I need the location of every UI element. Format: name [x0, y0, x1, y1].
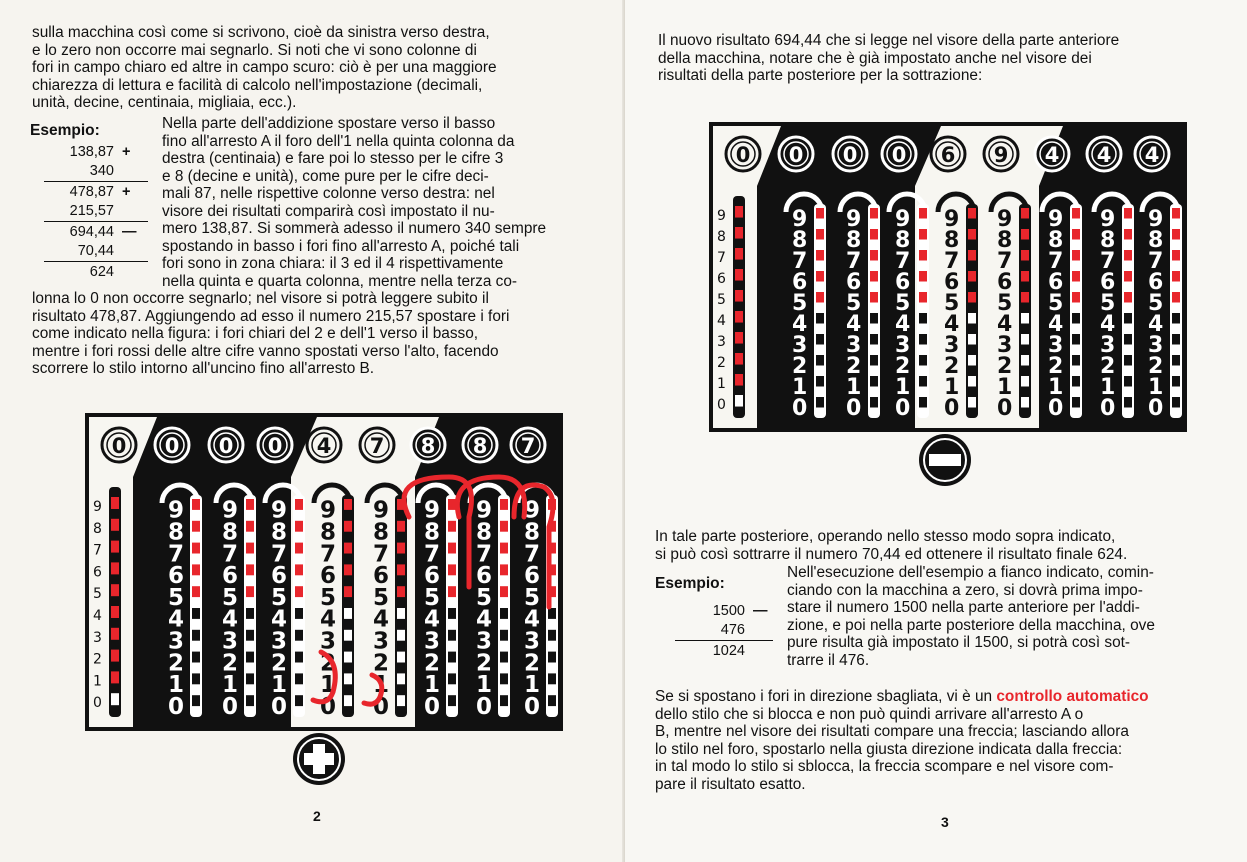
column-digit: 5	[1048, 290, 1064, 316]
column-digit: 9	[373, 497, 390, 524]
column-digit: 1	[424, 672, 441, 699]
minus-sign-icon	[919, 434, 971, 486]
column-digit: 0	[895, 395, 911, 421]
calc-value: 476	[720, 621, 745, 638]
calc-row	[675, 621, 773, 640]
column-digit: 1	[944, 374, 960, 400]
intro-line: risultati della parte posteriore per la sottrazione:	[658, 67, 983, 84]
column-digit: 1	[476, 672, 493, 699]
example-line: ciando con la macchina a zero, si dovrà prima impo-	[787, 581, 1143, 599]
scale-digit: 7	[717, 250, 726, 266]
intro-line: Il nuovo risultato 694,44 che si legge nel visore della parte anteriore	[658, 32, 1120, 49]
example-line: Nell'esecuzione dell'esempio a fianco indicato, comin-	[787, 564, 1154, 581]
scale-digit: 1	[717, 376, 726, 392]
example-line: pure risulta già impostato il 1500, si potrà così sot-	[787, 634, 1131, 651]
column-digit: 4	[1100, 311, 1116, 337]
display-digit: 0	[788, 143, 804, 167]
instruction-paragraph-continued	[32, 290, 617, 378]
column-digit: 9	[524, 497, 541, 524]
calc-value: 1500	[712, 603, 745, 619]
right-page	[625, 0, 1247, 862]
example-label: Esempio:	[30, 122, 100, 139]
column-digit: 7	[222, 541, 239, 568]
display-digit: 4	[1096, 143, 1112, 167]
column-digit: 4	[222, 606, 239, 633]
intro-line: sulla macchina così come si scrivono, cioè da sinistra verso destra,	[32, 24, 490, 41]
calc-rule	[675, 640, 773, 641]
instruction-paragraph	[162, 115, 617, 290]
column-digit: 6	[895, 269, 911, 295]
column-digit: 0	[476, 693, 493, 720]
addition-calculation	[44, 143, 148, 282]
calc-row	[44, 242, 148, 261]
column-digit: 9	[846, 206, 862, 232]
instruction-line: lonna lo 0 non occorre segnarlo; nel visore si potrà leggere subito il	[32, 290, 489, 307]
scale-digit: 1	[93, 673, 102, 690]
column-digit: 3	[944, 332, 960, 358]
column-digit: 2	[476, 650, 493, 677]
column-digit: 4	[1048, 311, 1064, 337]
intro-paragraph	[658, 32, 1241, 85]
column-digit: 2	[373, 650, 390, 677]
column-digit: 9	[944, 206, 960, 232]
column-digit: 2	[424, 650, 441, 677]
column-digit: 8	[1100, 227, 1116, 253]
column-digit: 0	[792, 395, 808, 421]
highlight-automatic-control: controllo automatico	[996, 688, 1149, 705]
display-digit: 6	[940, 143, 956, 167]
calc-rule	[44, 221, 148, 222]
adding-machine-dial-back	[709, 122, 1187, 432]
calc-row	[44, 223, 148, 242]
column-digit: 6	[168, 563, 185, 590]
column-digit: 8	[320, 519, 337, 546]
display-digit: 4	[316, 434, 332, 458]
column-digit: 5	[944, 290, 960, 316]
column-digit: 4	[271, 606, 288, 633]
column-digit: 4	[997, 311, 1013, 337]
column-digit: 8	[271, 519, 288, 546]
display-digit: 0	[267, 434, 283, 458]
column-digit: 3	[373, 628, 390, 655]
column-digit: 7	[424, 541, 441, 568]
display-digit: 0	[164, 434, 180, 458]
instruction-line: come indicato nella figura: i fori chiari del 2 e dell'1 verso il basso,	[32, 325, 479, 342]
subtraction-calculation	[675, 602, 773, 661]
calc-value: 340	[89, 162, 114, 179]
scale-digit: 0	[93, 695, 102, 712]
intro-line: chiarezza di lettura e facilità di calcolo nell'impostazione (decimali,	[32, 76, 483, 94]
column-digit: 8	[895, 227, 911, 253]
column-digit: 8	[524, 519, 541, 546]
column-digit: 0	[1100, 395, 1116, 421]
column-digit: 2	[944, 353, 960, 379]
column-digit: 0	[424, 693, 441, 720]
display-digit: 7	[520, 434, 536, 458]
calc-value: 694,44	[69, 224, 114, 240]
column-digit: 9	[320, 497, 337, 524]
calc-value: 1024	[712, 643, 745, 659]
display-digit: 0	[218, 434, 234, 458]
paragraph-line: pare il risultato esatto.	[655, 775, 806, 793]
display-digit: 8	[420, 434, 436, 458]
automatic-control-paragraph	[655, 688, 1241, 793]
scale-digit: 4	[93, 608, 102, 624]
calc-operator: —	[122, 224, 137, 240]
column-digit: 5	[895, 290, 911, 316]
column-digit: 5	[997, 290, 1013, 316]
paragraph-line: B, mentre nel visore dei risultati compare una freccia; lasciando allora	[655, 723, 1129, 740]
column-digit: 5	[373, 584, 390, 611]
column-digit: 5	[846, 290, 862, 316]
column-digit: 8	[944, 227, 960, 253]
column-digit: 6	[476, 563, 493, 590]
column-digit: 2	[1048, 353, 1064, 379]
scale-digit: 5	[93, 586, 102, 603]
scale-digit: 6	[93, 564, 102, 581]
paragraph-text: Se si spostano i fori in direzione sbagliata, vi è un	[655, 688, 997, 705]
instruction-line: mali 87, nelle rispettive colonne verso destra: nel	[162, 185, 495, 202]
column-digit: 0	[944, 395, 960, 421]
column-digit: 3	[222, 628, 239, 655]
column-digit: 6	[944, 269, 960, 295]
intro-line: e lo zero non occorre mai segnarlo. Si noti che vi sono colonne di	[32, 41, 477, 59]
example-paragraph	[787, 564, 1241, 669]
column-digit: 3	[271, 628, 288, 655]
column-digit: 1	[524, 672, 541, 699]
column-digit: 2	[997, 353, 1013, 379]
column-digit: 7	[168, 541, 185, 568]
column-digit: 7	[373, 541, 390, 568]
calc-operator: +	[122, 184, 131, 200]
column-digit: 6	[222, 563, 239, 590]
column-digit: 2	[524, 650, 541, 677]
column-digit: 4	[320, 606, 337, 633]
scale-digit: 2	[93, 651, 102, 668]
calc-operator: +	[122, 144, 131, 160]
column-digit: 1	[222, 672, 239, 699]
column-digit: 3	[792, 332, 808, 358]
scale-digit: 0	[717, 397, 726, 413]
column-digit: 1	[320, 672, 337, 699]
column-digit: 6	[524, 563, 541, 590]
column-digit: 3	[168, 628, 185, 655]
column-digit: 3	[424, 628, 441, 655]
column-digit: 2	[1100, 353, 1116, 379]
column-digit: 3	[320, 628, 337, 655]
column-digit: 2	[846, 353, 862, 379]
column-digit: 0	[997, 395, 1013, 421]
column-digit: 3	[1148, 332, 1164, 358]
column-digit: 1	[792, 374, 808, 400]
column-digit: 3	[846, 332, 862, 358]
column-digit: 5	[524, 584, 541, 611]
column-digit: 4	[524, 606, 541, 633]
column-digit: 8	[373, 519, 390, 546]
display-digit: 9	[993, 143, 1009, 167]
column-digit: 6	[373, 563, 390, 590]
column-digit: 5	[1100, 290, 1116, 316]
column-digit: 4	[1148, 311, 1164, 337]
column-digit: 0	[846, 395, 862, 421]
column-digit: 6	[846, 269, 862, 295]
dial-illustration	[713, 126, 1183, 428]
column-digit: 1	[895, 374, 911, 400]
column-digit: 5	[792, 290, 808, 316]
subtraction-line: In tale parte posteriore, operando nello stesso modo sopra indicato,	[655, 528, 1116, 545]
column-digit: 0	[222, 693, 239, 720]
paragraph-line: dello stilo che si blocca e non può quindi arrivare all'arresto A o	[655, 705, 1084, 723]
column-digit: 9	[1148, 206, 1164, 232]
column-digit: 8	[168, 519, 185, 546]
column-digit: 8	[476, 519, 493, 546]
scale-digit: 3	[93, 629, 102, 646]
scale-digit: 8	[717, 229, 726, 245]
column-digit: 5	[271, 584, 288, 611]
calc-value: 70,44	[77, 242, 114, 259]
column-digit: 9	[271, 497, 288, 524]
example-line: trarre il 476.	[787, 651, 870, 669]
calc-value: 624	[89, 264, 114, 280]
column-digit: 4	[792, 311, 808, 337]
display-digit: 8	[472, 434, 488, 458]
display-digit: 4	[1144, 143, 1160, 167]
scale-digit: 3	[717, 334, 726, 350]
column-digit: 7	[1048, 248, 1064, 274]
subtraction-line: si può così sottrarre il numero 70,44 ed ottenere il risultato finale 624.	[655, 545, 1128, 563]
instruction-line: fori sono in zona chiara: il 3 ed il 4 rispettivamente	[162, 255, 504, 272]
column-digit: 8	[792, 227, 808, 253]
column-digit: 0	[168, 693, 185, 720]
column-digit: 6	[424, 563, 441, 590]
column-digit: 4	[373, 606, 390, 633]
column-digit: 5	[476, 584, 493, 611]
instruction-line: Nella parte dell'addizione spostare verso il basso	[162, 115, 496, 132]
column-digit: 5	[168, 584, 185, 611]
column-digit: 5	[222, 584, 239, 611]
column-digit: 4	[944, 311, 960, 337]
column-digit: 3	[524, 628, 541, 655]
column-digit: 9	[1048, 206, 1064, 232]
scale-digit: 9	[717, 208, 726, 224]
instruction-line: spostando in basso i fori fino all'arresto A, poiché tali	[162, 237, 520, 255]
display-digit: 0	[842, 143, 858, 167]
intro-paragraph	[32, 24, 617, 112]
column-digit: 3	[1048, 332, 1064, 358]
column-digit: 9	[424, 497, 441, 524]
column-digit: 0	[373, 693, 390, 720]
column-digit: 5	[1148, 290, 1164, 316]
column-digit: 0	[271, 693, 288, 720]
column-digit: 6	[320, 563, 337, 590]
calc-row	[44, 162, 148, 181]
column-digit: 4	[424, 606, 441, 633]
calc-row	[675, 602, 773, 621]
calc-row	[44, 202, 148, 221]
calc-row	[44, 263, 148, 282]
column-digit: 6	[997, 269, 1013, 295]
column-digit: 9	[997, 206, 1013, 232]
display-digit: 7	[369, 434, 385, 458]
calc-value: 138,87	[69, 144, 114, 160]
column-digit: 7	[792, 248, 808, 274]
column-digit: 2	[271, 650, 288, 677]
instruction-line: fino all'arresto A il foro dell'1 nella quinta colonna da	[162, 132, 515, 150]
column-digit: 4	[846, 311, 862, 337]
paragraph-line: lo stilo nel foro, spostarlo nella giusta direzione indicata dalla freccia:	[655, 740, 1123, 758]
instruction-line: nella quinta e quarta colonna, mentre nella terza co-	[162, 272, 518, 290]
scale-digit: 2	[717, 355, 726, 371]
page-number: 3	[941, 814, 949, 830]
dial-illustration	[89, 417, 559, 727]
column-digit: 8	[222, 519, 239, 546]
column-digit: 6	[1048, 269, 1064, 295]
column-digit: 9	[792, 206, 808, 232]
calc-row	[44, 143, 148, 162]
column-digit: 0	[320, 693, 337, 720]
instruction-line: mero 138,87. Si sommerà adesso il numero 340 sempre	[162, 220, 547, 237]
column-digit: 2	[1148, 353, 1164, 379]
calc-operator: —	[753, 603, 768, 619]
column-digit: 6	[271, 563, 288, 590]
column-digit: 9	[222, 497, 239, 524]
scale-digit: 6	[717, 271, 726, 287]
column-digit: 7	[944, 248, 960, 274]
column-digit: 8	[424, 519, 441, 546]
calc-row	[44, 183, 148, 202]
column-digit: 4	[476, 606, 493, 633]
column-digit: 1	[1148, 374, 1164, 400]
column-digit: 7	[271, 541, 288, 568]
column-digit: 7	[895, 248, 911, 274]
example-label: Esempio:	[655, 575, 725, 592]
column-digit: 0	[1048, 395, 1064, 421]
intro-line: unità, decine, centinaia, migliaia, ecc.).	[32, 94, 297, 111]
column-digit: 6	[792, 269, 808, 295]
column-digit: 8	[846, 227, 862, 253]
instruction-line: mentre i fori rossi delle altre cifre vanno spostati verso l'alto, facendo	[32, 342, 499, 360]
scale-digit: 8	[93, 520, 102, 537]
column-digit: 7	[476, 541, 493, 568]
column-digit: 7	[524, 541, 541, 568]
column-digit: 7	[1100, 248, 1116, 274]
column-digit: 2	[320, 650, 337, 677]
display-digit: 4	[1044, 143, 1060, 167]
column-digit: 1	[373, 672, 390, 699]
scale-digit: 7	[93, 542, 102, 559]
column-digit: 0	[1148, 395, 1164, 421]
calc-value: 478,87	[69, 184, 114, 200]
column-digit: 8	[1048, 227, 1064, 253]
column-digit: 1	[997, 374, 1013, 400]
column-digit: 1	[846, 374, 862, 400]
instruction-line: e 8 (decine e unità), come pure per le cifre deci-	[162, 167, 489, 185]
instruction-line: risultato 478,87. Aggiungendo ad esso il numero 215,57 spostare i fori	[32, 307, 510, 325]
instruction-line: scorrere lo stilo intorno all'uncino fino all'arresto B.	[32, 360, 375, 377]
instruction-line: visore dei risultati comparirà così impostato il nu-	[162, 202, 495, 220]
paragraph-line: in tal modo lo stilo si sblocca, la freccia scompare e nel visore com-	[655, 758, 1114, 775]
intro-line: della macchina, notare che è già impostato anche nel visore dei	[658, 49, 1092, 67]
display-digit: 0	[735, 143, 751, 167]
column-digit: 1	[168, 672, 185, 699]
column-digit: 2	[168, 650, 185, 677]
column-digit: 9	[1100, 206, 1116, 232]
example-line: stare il numero 1500 nella parte anteriore per l'addi-	[787, 599, 1140, 616]
scale-digit: 5	[717, 292, 726, 308]
column-digit: 4	[895, 311, 911, 337]
scale-digit: 9	[93, 499, 102, 515]
instruction-line: destra (centinaia) e fare poi lo stesso per le cifre 3	[162, 150, 504, 167]
column-digit: 6	[1100, 269, 1116, 295]
column-digit: 2	[222, 650, 239, 677]
column-digit: 9	[895, 206, 911, 232]
column-digit: 7	[320, 541, 337, 568]
scale-digit: 4	[717, 313, 726, 329]
adding-machine-dial-front	[85, 413, 563, 731]
calc-rule	[44, 181, 148, 182]
calc-row	[675, 642, 773, 661]
column-digit: 9	[168, 497, 185, 524]
display-digit: 0	[891, 143, 907, 167]
column-digit: 4	[168, 606, 185, 633]
intro-line: fori in campo chiaro ed altre in campo scuro: ciò è per una maggiore	[32, 59, 497, 76]
example-line: zione, e poi nella parte posteriore della macchina, ove	[787, 616, 1155, 634]
column-digit: 3	[895, 332, 911, 358]
column-digit: 1	[1100, 374, 1116, 400]
subtraction-paragraph	[655, 528, 1241, 563]
calc-rule	[44, 261, 148, 262]
column-digit: 5	[424, 584, 441, 611]
plus-sign-icon	[293, 733, 345, 785]
column-digit: 1	[271, 672, 288, 699]
column-digit: 7	[1148, 248, 1164, 274]
column-digit: 0	[524, 693, 541, 720]
column-digit: 6	[1148, 269, 1164, 295]
column-digit: 5	[320, 584, 337, 611]
calc-value: 215,57	[69, 202, 114, 219]
column-digit: 7	[846, 248, 862, 274]
column-digit: 3	[1100, 332, 1116, 358]
column-digit: 7	[997, 248, 1013, 274]
page-number: 2	[313, 808, 321, 824]
column-digit: 1	[1048, 374, 1064, 400]
display-digit: 0	[111, 434, 127, 458]
column-digit: 8	[997, 227, 1013, 253]
column-digit: 3	[476, 628, 493, 655]
column-digit: 9	[476, 497, 493, 524]
column-digit: 2	[792, 353, 808, 379]
column-digit: 3	[997, 332, 1013, 358]
column-digit: 2	[895, 353, 911, 379]
column-digit: 8	[1148, 227, 1164, 253]
